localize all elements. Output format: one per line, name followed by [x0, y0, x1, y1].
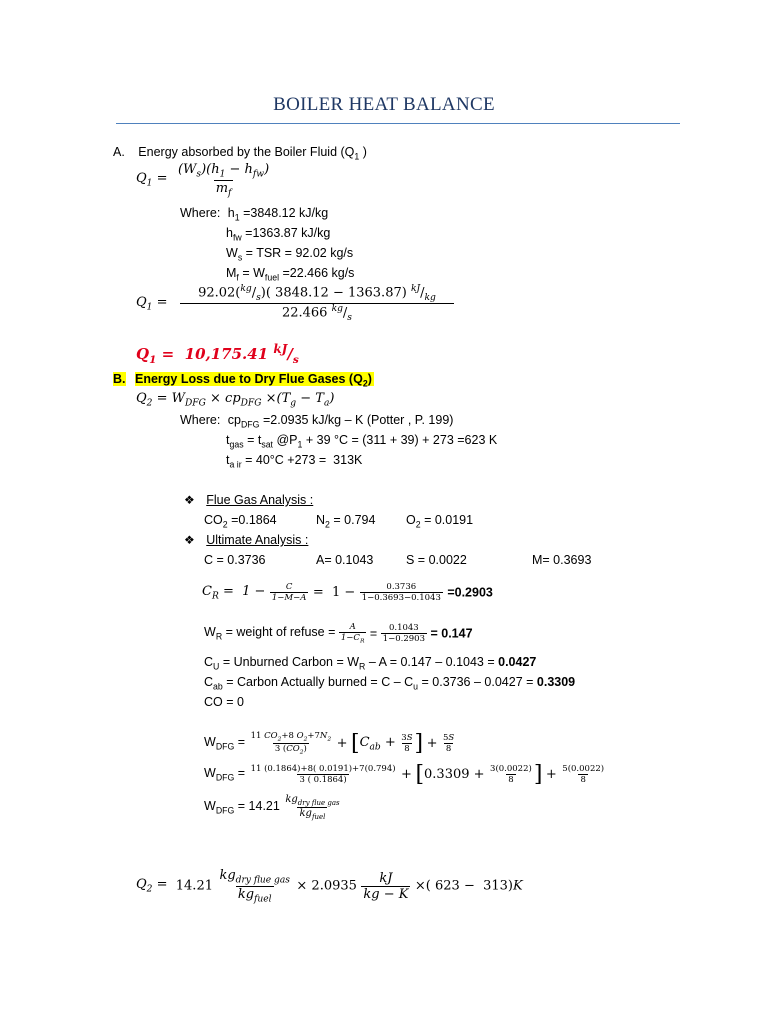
diamond-bullet-icon: ❖ — [184, 493, 195, 507]
section-a-heading — [113, 145, 367, 162]
wdfg-result-line: $W_{DFG} = 14.21$ $\frac{kg_{dry flue gas}}{kg_{fuel}}$ — [204, 794, 340, 821]
ultimate-label: Ultimate Analysis : — [206, 533, 309, 547]
q2-numeric: $Q_2 = 14.21$ $\frac{kg_{dry flue gas}}{kg_{fuel}}$ × 2.0935 $\frac{kJ}{kg - K}$ ×( 623 − 313)K — [136, 868, 523, 905]
flue-gas-heading — [184, 493, 313, 507]
wdfg-result: 14.21 — [248, 799, 280, 814]
where-tgas: $t_{gas} = t_{sat}$ $@P_1 + 39$ °C = (311 + 39) + 273 =623 K — [226, 433, 498, 450]
diamond-bullet-icon: ❖ — [184, 533, 195, 547]
where-tair: $t_{a ir} = 40^\circ C +273 = 313K$ — [226, 453, 363, 470]
q1-substitution: $Q_1$ = $\frac{92.02(^{kg}/_s)( 3848.12 - 1363.87) ^{kJ}/_{kg}}{22.466 ^{kg}/_s}$ — [136, 284, 454, 323]
where-ws: $W_s$ = TSR = 92.02 kg/s — [226, 246, 354, 263]
q1-result: $Q_1 = 10,175.41$ $^{kJ}/_s$ — [136, 342, 299, 366]
wr-equation: $W_R$ = weight of refuse = $\frac{A}{1-C_R}$ = $\frac{0.1043}{1-0.2903}$ = 0.147 — [204, 622, 473, 645]
page-title: BOILER HEAT BALANCE — [273, 94, 495, 115]
where-label-b: Where: — [180, 413, 221, 427]
wr-result: = 0.147 — [430, 626, 473, 641]
cu-result: 0.0427 — [498, 655, 537, 669]
section-a-title: Energy absorbed by the Boiler Fluid (Q — [138, 145, 355, 159]
wdfg-symbolic: $W_{DFG}$ = $\frac{11 CO_2+8 O_2+7N_2}{3 (CO_2)}$ + [$C_{ab}$ + $\frac{3S}{8}$ ] + $\frac{5S}{8}$ — [204, 731, 455, 756]
o2-value: $O_2 = 0.0191$ — [406, 513, 474, 530]
section-a-title-sub: 1 — [354, 151, 360, 162]
cu-line: $C_U$ = Unburned Carbon = $W_R - A = 0.147 - 0.1043 = 0.0427$ — [204, 655, 537, 672]
q1-formula: $Q_1$ = $\frac{(W_s)(h_1 - h_{fw})}{m_f}$ — [136, 162, 270, 199]
flue-gas-label: Flue Gas Analysis : — [206, 493, 314, 507]
ultimate-heading — [184, 533, 308, 547]
where-mf: $M_f = W_{fuel} =22.466$ kg/s — [226, 266, 355, 283]
section-b-heading — [113, 372, 374, 389]
wdfg-numeric: $W_{DFG}$ = $\frac{11 (0.1864)+8( 0.0191)+7(0.794)}{3 ( 0.1864)}$ + [0.3309 + $\frac{3(0.0022)}{8}$ ] + $\frac{5(0.0022)}{8}$ — [204, 762, 605, 787]
co-line: CO = 0 — [204, 695, 244, 709]
where-hfw: $h_{fw} =1363.87$ kJ/kg — [226, 226, 331, 243]
section-b-title: Energy Loss due to Dry Flue Gases (Q — [134, 372, 363, 386]
where-label-a: Where: — [180, 206, 221, 220]
cab-result: 0.3309 — [536, 675, 576, 689]
s-value: S = 0.0022 — [406, 553, 467, 567]
cr-result: =0.2903 — [447, 585, 493, 600]
section-b-title-end: ) — [367, 372, 372, 386]
title-rule — [116, 123, 680, 124]
cr-equation: $C_R = 1$ − $\frac{C}{1-M-A}$ = 1 − $\frac{0.3736}{1-0.3693-0.1043}$ =0.2903 — [202, 582, 493, 603]
section-a-marker: A. — [113, 145, 125, 159]
a-value: A= 0.1043 — [316, 553, 374, 567]
section-a-title-end: ) — [359, 145, 367, 159]
m-value: M= 0.3693 — [532, 553, 592, 567]
section-b-title-sub: 2 — [362, 378, 368, 389]
where-h1: Where: $h_1 =3848.12$ kJ/kg — [180, 206, 329, 223]
c-value: C = 0.3736 — [204, 553, 266, 567]
cab-line: $C_{ab}$ = Carbon Actually burned = $C - C_u = 0.3736 - 0.0427 = 0.3309$ — [204, 675, 576, 692]
co2-value: $CO_2 =0.1864$ — [204, 513, 277, 530]
q2-formula: $Q_2 = W_{DFG} \times cp_{DFG} \times(T_g - T_a)$ — [136, 391, 335, 409]
n2-value: $N_2 = 0.794$ — [316, 513, 376, 530]
section-b-marker: B. — [113, 372, 126, 386]
where-cp: Where: $cp_{DFG} =2.0935$ kJ/kg – K (Potter , P. 199) — [180, 413, 454, 430]
